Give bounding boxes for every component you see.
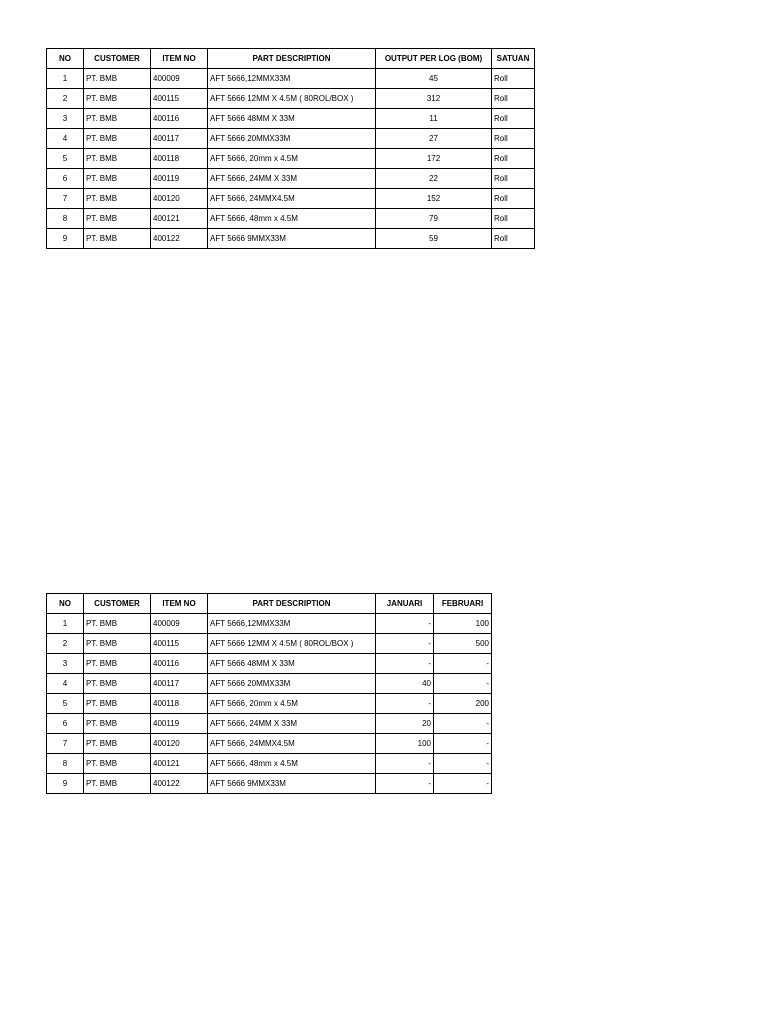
cell-item-no: 400119 bbox=[151, 714, 208, 734]
column-header-satuan: SATUAN bbox=[492, 49, 535, 69]
table-row bbox=[47, 614, 492, 634]
cell-februari: - bbox=[434, 674, 492, 694]
table-row bbox=[47, 714, 492, 734]
cell-no: 3 bbox=[47, 109, 84, 129]
cell-customer: PT. BMB bbox=[84, 714, 151, 734]
cell-januari: - bbox=[376, 634, 434, 654]
cell-januari: - bbox=[376, 774, 434, 794]
cell-satuan: Roll bbox=[492, 229, 535, 249]
cell-no: 6 bbox=[47, 169, 84, 189]
cell-januari: 100 bbox=[376, 734, 434, 754]
cell-part-description: AFT 5666, 20mm x 4.5M bbox=[208, 149, 376, 169]
bom-table-body bbox=[47, 69, 535, 249]
cell-item-no: 400116 bbox=[151, 109, 208, 129]
cell-output-per-log: 59 bbox=[376, 229, 492, 249]
cell-item-no: 400117 bbox=[151, 674, 208, 694]
cell-satuan: Roll bbox=[492, 209, 535, 229]
cell-januari: - bbox=[376, 754, 434, 774]
cell-customer: PT. BMB bbox=[84, 754, 151, 774]
cell-no: 4 bbox=[47, 129, 84, 149]
cell-customer: PT. BMB bbox=[84, 654, 151, 674]
column-header-februari: FEBRUARI bbox=[434, 594, 492, 614]
cell-customer: PT. BMB bbox=[84, 614, 151, 634]
table-row bbox=[47, 634, 492, 654]
cell-output-per-log: 172 bbox=[376, 149, 492, 169]
bom-output-table bbox=[46, 48, 535, 249]
cell-januari: - bbox=[376, 694, 434, 714]
cell-item-no: 400115 bbox=[151, 89, 208, 109]
column-header-no: NO bbox=[47, 594, 84, 614]
cell-no: 7 bbox=[47, 189, 84, 209]
cell-item-no: 400121 bbox=[151, 754, 208, 774]
cell-customer: PT. BMB bbox=[84, 634, 151, 654]
cell-customer: PT. BMB bbox=[84, 674, 151, 694]
cell-part-description: AFT 5666, 24MMX4.5M bbox=[208, 734, 376, 754]
cell-item-no: 400122 bbox=[151, 774, 208, 794]
cell-item-no: 400120 bbox=[151, 734, 208, 754]
cell-satuan: Roll bbox=[492, 149, 535, 169]
cell-item-no: 400118 bbox=[151, 149, 208, 169]
cell-part-description: AFT 5666 48MM X 33M bbox=[208, 654, 376, 674]
column-header-no: NO bbox=[47, 49, 84, 69]
cell-januari: 40 bbox=[376, 674, 434, 694]
cell-februari: - bbox=[434, 754, 492, 774]
cell-no: 1 bbox=[47, 614, 84, 634]
cell-item-no: 400118 bbox=[151, 694, 208, 714]
cell-item-no: 400120 bbox=[151, 189, 208, 209]
cell-part-description: AFT 5666 20MMX33M bbox=[208, 674, 376, 694]
cell-no: 9 bbox=[47, 774, 84, 794]
table-row bbox=[47, 229, 535, 249]
cell-customer: PT. BMB bbox=[84, 149, 151, 169]
cell-output-per-log: 312 bbox=[376, 89, 492, 109]
cell-februari: 500 bbox=[434, 634, 492, 654]
cell-februari: 200 bbox=[434, 694, 492, 714]
cell-part-description: AFT 5666 12MM X 4.5M ( 80ROL/BOX ) bbox=[208, 89, 376, 109]
schedule-table-body bbox=[47, 614, 492, 794]
cell-part-description: AFT 5666, 24MM X 33M bbox=[208, 714, 376, 734]
cell-item-no: 400117 bbox=[151, 129, 208, 149]
table-row bbox=[47, 189, 535, 209]
cell-output-per-log: 152 bbox=[376, 189, 492, 209]
cell-no: 2 bbox=[47, 634, 84, 654]
column-header-januari: JANUARI bbox=[376, 594, 434, 614]
cell-part-description: AFT 5666, 20mm x 4.5M bbox=[208, 694, 376, 714]
cell-part-description: AFT 5666,12MMX33M bbox=[208, 614, 376, 634]
table-row bbox=[47, 694, 492, 714]
cell-customer: PT. BMB bbox=[84, 189, 151, 209]
cell-satuan: Roll bbox=[492, 169, 535, 189]
table-row bbox=[47, 734, 492, 754]
cell-item-no: 400121 bbox=[151, 209, 208, 229]
cell-februari: - bbox=[434, 734, 492, 754]
cell-item-no: 400116 bbox=[151, 654, 208, 674]
column-header-part-description: PART DESCRIPTION bbox=[208, 49, 376, 69]
cell-output-per-log: 27 bbox=[376, 129, 492, 149]
table-row bbox=[47, 209, 535, 229]
cell-no: 8 bbox=[47, 754, 84, 774]
table-row bbox=[47, 129, 535, 149]
cell-part-description: AFT 5666 9MMX33M bbox=[208, 774, 376, 794]
monthly-schedule-table bbox=[46, 593, 492, 794]
table-row bbox=[47, 149, 535, 169]
table-row bbox=[47, 69, 535, 89]
cell-februari: 100 bbox=[434, 614, 492, 634]
cell-februari: - bbox=[434, 714, 492, 734]
cell-customer: PT. BMB bbox=[84, 89, 151, 109]
cell-part-description: AFT 5666, 24MM X 33M bbox=[208, 169, 376, 189]
table-header-row bbox=[47, 594, 492, 614]
cell-customer: PT. BMB bbox=[84, 229, 151, 249]
table-row bbox=[47, 89, 535, 109]
cell-part-description: AFT 5666 48MM X 33M bbox=[208, 109, 376, 129]
column-header-customer: CUSTOMER bbox=[84, 594, 151, 614]
cell-no: 5 bbox=[47, 694, 84, 714]
cell-no: 1 bbox=[47, 69, 84, 89]
column-header-output-per-log: OUTPUT PER LOG (BOM) bbox=[376, 49, 492, 69]
cell-februari: - bbox=[434, 774, 492, 794]
cell-output-per-log: 22 bbox=[376, 169, 492, 189]
cell-januari: - bbox=[376, 654, 434, 674]
table-row bbox=[47, 674, 492, 694]
table-row bbox=[47, 754, 492, 774]
cell-item-no: 400115 bbox=[151, 634, 208, 654]
cell-customer: PT. BMB bbox=[84, 209, 151, 229]
cell-satuan: Roll bbox=[492, 109, 535, 129]
cell-item-no: 400009 bbox=[151, 69, 208, 89]
cell-satuan: Roll bbox=[492, 129, 535, 149]
cell-part-description: AFT 5666 12MM X 4.5M ( 80ROL/BOX ) bbox=[208, 634, 376, 654]
column-header-customer: CUSTOMER bbox=[84, 49, 151, 69]
cell-satuan: Roll bbox=[492, 89, 535, 109]
cell-no: 9 bbox=[47, 229, 84, 249]
cell-part-description: AFT 5666, 24MMX4.5M bbox=[208, 189, 376, 209]
cell-part-description: AFT 5666 20MMX33M bbox=[208, 129, 376, 149]
cell-no: 8 bbox=[47, 209, 84, 229]
table-row bbox=[47, 169, 535, 189]
table-row bbox=[47, 109, 535, 129]
cell-customer: PT. BMB bbox=[84, 734, 151, 754]
column-header-part-description: PART DESCRIPTION bbox=[208, 594, 376, 614]
cell-customer: PT. BMB bbox=[84, 69, 151, 89]
cell-customer: PT. BMB bbox=[84, 774, 151, 794]
cell-output-per-log: 79 bbox=[376, 209, 492, 229]
cell-no: 5 bbox=[47, 149, 84, 169]
cell-part-description: AFT 5666 9MMX33M bbox=[208, 229, 376, 249]
cell-customer: PT. BMB bbox=[84, 109, 151, 129]
cell-januari: 20 bbox=[376, 714, 434, 734]
cell-output-per-log: 11 bbox=[376, 109, 492, 129]
cell-part-description: AFT 5666, 48mm x 4.5M bbox=[208, 754, 376, 774]
cell-customer: PT. BMB bbox=[84, 169, 151, 189]
cell-item-no: 400122 bbox=[151, 229, 208, 249]
table-row bbox=[47, 774, 492, 794]
cell-januari: - bbox=[376, 614, 434, 634]
cell-no: 2 bbox=[47, 89, 84, 109]
table-row bbox=[47, 654, 492, 674]
cell-februari: - bbox=[434, 654, 492, 674]
cell-satuan: Roll bbox=[492, 189, 535, 209]
cell-part-description: AFT 5666, 48mm x 4.5M bbox=[208, 209, 376, 229]
cell-item-no: 400119 bbox=[151, 169, 208, 189]
cell-satuan: Roll bbox=[492, 69, 535, 89]
cell-no: 7 bbox=[47, 734, 84, 754]
column-header-item-no: ITEM NO bbox=[151, 49, 208, 69]
table-header-row bbox=[47, 49, 535, 69]
cell-output-per-log: 45 bbox=[376, 69, 492, 89]
cell-no: 4 bbox=[47, 674, 84, 694]
cell-customer: PT. BMB bbox=[84, 129, 151, 149]
cell-customer: PT. BMB bbox=[84, 694, 151, 714]
column-header-item-no: ITEM NO bbox=[151, 594, 208, 614]
cell-item-no: 400009 bbox=[151, 614, 208, 634]
cell-no: 6 bbox=[47, 714, 84, 734]
cell-no: 3 bbox=[47, 654, 84, 674]
cell-part-description: AFT 5666,12MMX33M bbox=[208, 69, 376, 89]
